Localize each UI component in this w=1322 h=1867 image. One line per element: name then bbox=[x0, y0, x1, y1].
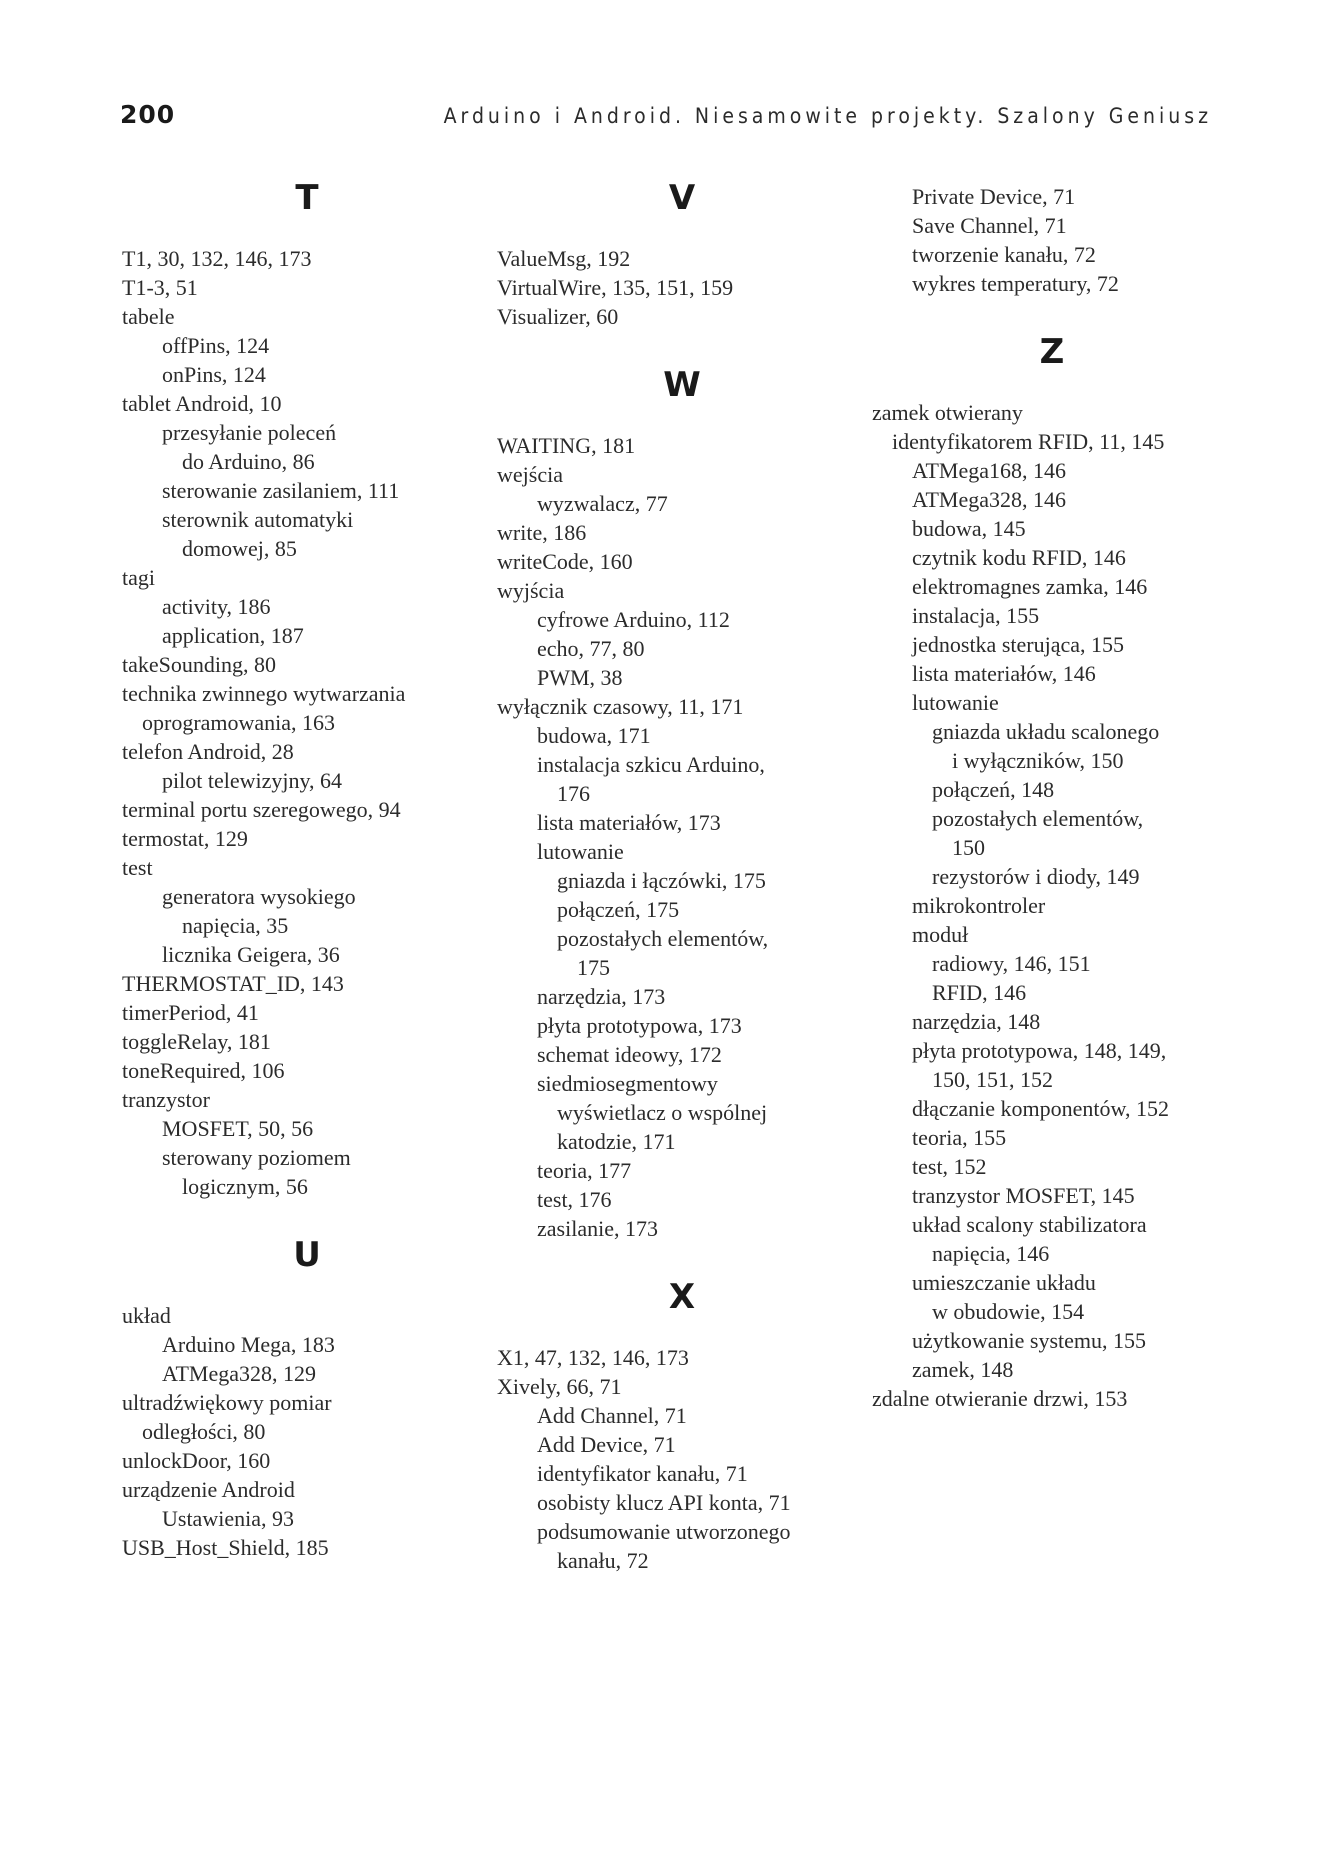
index-subentry: zamek, 148 bbox=[912, 1357, 1014, 1382]
index-entry: termostat, 129 bbox=[122, 826, 248, 851]
section-letter: T bbox=[295, 178, 319, 218]
index-subentry: płyta prototypowa, 173 bbox=[537, 1013, 742, 1038]
index-subentry: 150, 151, 152 bbox=[932, 1067, 1053, 1092]
index-subentry: moduł bbox=[912, 922, 969, 947]
index-subentry: budowa, 171 bbox=[537, 723, 651, 748]
index-subentry: ATMega168, 146 bbox=[912, 458, 1066, 483]
index-entry: VirtualWire, 135, 151, 159 bbox=[497, 275, 734, 300]
index-subentry: dłączanie komponentów, 152 bbox=[912, 1096, 1169, 1121]
index-subentry: jednostka sterująca, 155 bbox=[912, 632, 1124, 657]
index-subentry: radiowy, 146, 151 bbox=[932, 951, 1091, 976]
index-entry: unlockDoor, 160 bbox=[122, 1448, 271, 1473]
index-subentry: activity, 186 bbox=[162, 594, 271, 619]
index-subentry: instalacja, 155 bbox=[912, 603, 1040, 628]
index-entry: T1, 30, 132, 146, 173 bbox=[122, 246, 312, 271]
index-entry: toneRequired, 106 bbox=[122, 1058, 285, 1083]
index-entry: Xively, 66, 71 bbox=[497, 1374, 622, 1399]
index-subentry: teoria, 155 bbox=[912, 1125, 1007, 1150]
index-subentry: lutowanie bbox=[912, 690, 999, 715]
page-header bbox=[120, 100, 1212, 140]
index-subentry: pozostałych elementów, bbox=[932, 806, 1144, 831]
index-subentry: zasilanie, 173 bbox=[537, 1216, 658, 1241]
index-entry: wyjścia bbox=[497, 578, 565, 603]
index-subentry: ATMega328, 146 bbox=[912, 487, 1066, 512]
index-subentry: kanału, 72 bbox=[557, 1548, 649, 1573]
section-letter: X bbox=[668, 1277, 696, 1317]
index-subentry: siedmiosegmentowy bbox=[537, 1071, 718, 1096]
index-subentry: sterowany poziomem bbox=[162, 1145, 351, 1170]
section-letter: V bbox=[668, 178, 696, 218]
index-subentry: Private Device, 71 bbox=[912, 184, 1076, 209]
index-column-1 bbox=[122, 178, 492, 1562]
index-entry: wejścia bbox=[497, 462, 563, 487]
index-entry: tagi bbox=[122, 565, 155, 590]
index-subentry: pozostałych elementów, bbox=[557, 926, 769, 951]
index-subentry: licznika Geigera, 36 bbox=[162, 942, 340, 967]
index-entry: zamek otwierany bbox=[872, 400, 1023, 425]
index-subentry: sterownik automatyki bbox=[162, 507, 354, 532]
index-subentry: MOSFET, 50, 56 bbox=[162, 1116, 314, 1141]
page-number: 200 bbox=[120, 100, 176, 129]
index-subentry: odległości, 80 bbox=[142, 1419, 266, 1444]
index-subentry: Ustawienia, 93 bbox=[162, 1506, 294, 1531]
index-subentry: onPins, 124 bbox=[162, 362, 266, 387]
index-column-2 bbox=[497, 178, 867, 1575]
index-subentry: rezystorów i diody, 149 bbox=[932, 864, 1140, 889]
section-letter: U bbox=[293, 1235, 321, 1275]
index-column-3 bbox=[872, 182, 1232, 1413]
index-subentry: offPins, 124 bbox=[162, 333, 270, 358]
index-subentry: czytnik kodu RFID, 146 bbox=[912, 545, 1126, 570]
index-subentry: tranzystor MOSFET, 145 bbox=[912, 1183, 1135, 1208]
running-title: Arduino i Android. Niesamowite projekty. Szalony Geniusz bbox=[443, 104, 1212, 128]
index-subentry: układ scalony stabilizatora bbox=[912, 1212, 1147, 1237]
section-letter: Z bbox=[1039, 332, 1065, 372]
index-subentry: application, 187 bbox=[162, 623, 304, 648]
index-subentry: Add Device, 71 bbox=[537, 1432, 676, 1457]
index-entry: Visualizer, 60 bbox=[497, 304, 619, 329]
index-entry: ValueMsg, 192 bbox=[497, 246, 631, 271]
index-subentry: cyfrowe Arduino, 112 bbox=[537, 607, 730, 632]
index-subentry: w obudowie, 154 bbox=[932, 1299, 1085, 1324]
index-entry: X1, 47, 132, 146, 173 bbox=[497, 1345, 689, 1370]
index-subentry: lutowanie bbox=[537, 839, 624, 864]
index-entry: zdalne otwieranie drzwi, 153 bbox=[872, 1386, 1128, 1411]
index-subentry: podsumowanie utworzonego bbox=[537, 1519, 791, 1544]
index-subentry: płyta prototypowa, 148, 149, bbox=[912, 1038, 1167, 1063]
index-entry: WAITING, 181 bbox=[497, 433, 636, 458]
index-entry: T1-3, 51 bbox=[122, 275, 198, 300]
index-subentry: ATMega328, 129 bbox=[162, 1361, 316, 1386]
index-entry: terminal portu szeregowego, 94 bbox=[122, 797, 401, 822]
index-entry: technika zwinnego wytwarzania bbox=[122, 681, 406, 706]
index-subentry: mikrokontroler bbox=[912, 893, 1046, 918]
index-subentry: domowej, 85 bbox=[182, 536, 297, 561]
index-subentry: sterowanie zasilaniem, 111 bbox=[162, 478, 400, 503]
index-subentry: logicznym, 56 bbox=[182, 1174, 308, 1199]
index-subentry: Add Channel, 71 bbox=[537, 1403, 687, 1428]
index-subentry: pilot telewizyjny, 64 bbox=[162, 768, 343, 793]
index-subentry: przesyłanie poleceń bbox=[162, 420, 337, 445]
index-entry: telefon Android, 28 bbox=[122, 739, 294, 764]
index-subentry: identyfikatorem RFID, 11, 145 bbox=[892, 429, 1165, 454]
index-subentry: schemat ideowy, 172 bbox=[537, 1042, 722, 1067]
index-subentry: połączeń, 148 bbox=[932, 777, 1055, 802]
index-subentry: lista materiałów, 173 bbox=[537, 810, 721, 835]
index-subentry: instalacja szkicu Arduino, bbox=[537, 752, 765, 777]
index-entry: writeCode, 160 bbox=[497, 549, 633, 574]
index-entry: test bbox=[122, 855, 153, 880]
index-entry: tabele bbox=[122, 304, 175, 329]
index-subentry: tworzenie kanału, 72 bbox=[912, 242, 1096, 267]
index-subentry: 176 bbox=[557, 781, 590, 806]
index-subentry: umieszczanie układu bbox=[912, 1270, 1096, 1295]
index-entry: USB_Host_Shield, 185 bbox=[122, 1535, 329, 1560]
index-subentry: elektromagnes zamka, 146 bbox=[912, 574, 1148, 599]
index-entry: wyłącznik czasowy, 11, 171 bbox=[497, 694, 744, 719]
index-subentry: napięcia, 35 bbox=[182, 913, 289, 938]
index-subentry: połączeń, 175 bbox=[557, 897, 680, 922]
index-subentry: lista materiałów, 146 bbox=[912, 661, 1096, 686]
index-subentry: test, 176 bbox=[537, 1187, 612, 1212]
index-subentry: wykres temperatury, 72 bbox=[912, 271, 1119, 296]
index-subentry: napięcia, 146 bbox=[932, 1241, 1050, 1266]
index-subentry: test, 152 bbox=[912, 1154, 987, 1179]
index-subentry: osobisty klucz API konta, 71 bbox=[537, 1490, 791, 1515]
index-subentry: Arduino Mega, 183 bbox=[162, 1332, 335, 1357]
index-entry: toggleRelay, 181 bbox=[122, 1029, 271, 1054]
index-subentry: i wyłączników, 150 bbox=[952, 748, 1124, 773]
index-entry: takeSounding, 80 bbox=[122, 652, 276, 677]
index-subentry: katodzie, 171 bbox=[557, 1129, 676, 1154]
index-subentry: narzędzia, 148 bbox=[912, 1009, 1041, 1034]
index-entry: ultradźwiękowy pomiar bbox=[122, 1390, 332, 1415]
index-subentry: narzędzia, 173 bbox=[537, 984, 666, 1009]
index-entry: tablet Android, 10 bbox=[122, 391, 282, 416]
index-subentry: identyfikator kanału, 71 bbox=[537, 1461, 748, 1486]
index-subentry: Save Channel, 71 bbox=[912, 213, 1067, 238]
index-subentry: oprogramowania, 163 bbox=[142, 710, 336, 735]
index-subentry: teoria, 177 bbox=[537, 1158, 632, 1183]
section-letter: W bbox=[663, 365, 701, 405]
index-subentry: wyświetlacz o wspólnej bbox=[557, 1100, 768, 1125]
index-entry: układ bbox=[122, 1303, 171, 1328]
index-subentry: PWM, 38 bbox=[537, 665, 623, 690]
index-entry: urządzenie Android bbox=[122, 1477, 295, 1502]
index-entry: THERMOSTAT_ID, 143 bbox=[122, 971, 344, 996]
index-subentry: gniazda i łączówki, 175 bbox=[557, 868, 766, 893]
index-subentry: budowa, 145 bbox=[912, 516, 1026, 541]
index-subentry: użytkowanie systemu, 155 bbox=[912, 1328, 1147, 1353]
index-subentry: 175 bbox=[577, 955, 610, 980]
index-entry: tranzystor bbox=[122, 1087, 210, 1112]
index-subentry: do Arduino, 86 bbox=[182, 449, 315, 474]
index-subentry: 150 bbox=[952, 835, 985, 860]
index-subentry: gniazda układu scalonego bbox=[932, 719, 1160, 744]
index-subentry: RFID, 146 bbox=[932, 980, 1027, 1005]
index-entry: timerPeriod, 41 bbox=[122, 1000, 259, 1025]
index-entry: write, 186 bbox=[497, 520, 587, 545]
index-subentry: echo, 77, 80 bbox=[537, 636, 645, 661]
index-subentry: generatora wysokiego bbox=[162, 884, 356, 909]
index-subentry: wyzwalacz, 77 bbox=[537, 491, 668, 516]
